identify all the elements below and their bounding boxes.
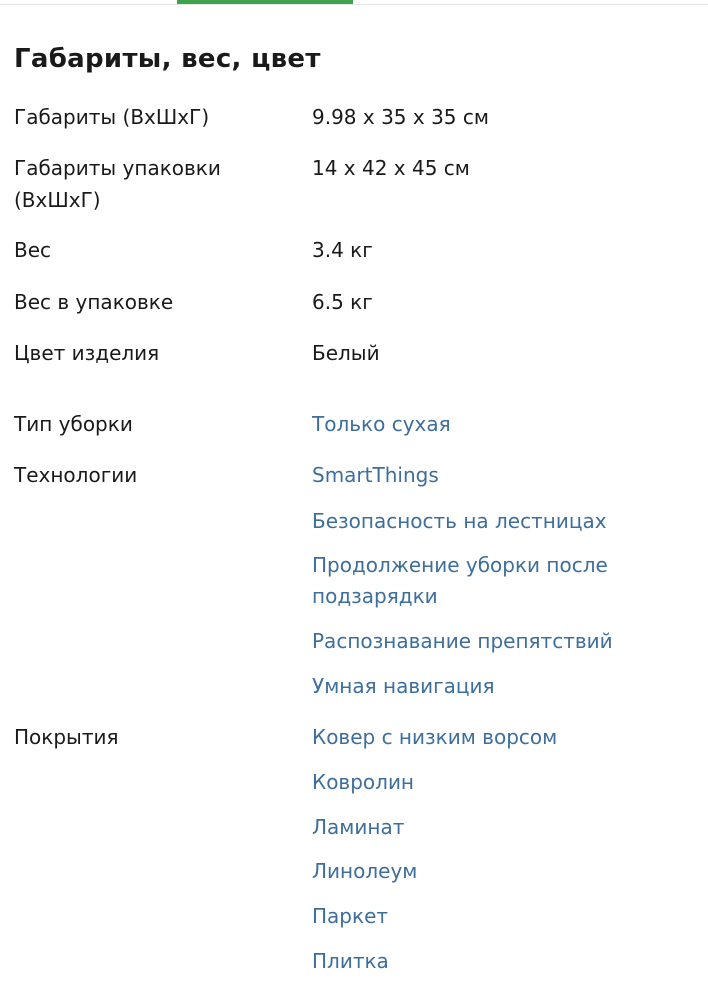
spec-value: 9.98 x 35 x 35 см bbox=[312, 105, 489, 129]
spec-label bbox=[14, 152, 294, 216]
spec-link-smartthings[interactable]: SmartThings bbox=[312, 463, 439, 487]
spec-link-obstacle-recognition[interactable]: Распознавание препятствий bbox=[312, 629, 613, 653]
spec-link-parquet[interactable]: Паркет bbox=[312, 904, 389, 928]
spec-label: Вес bbox=[14, 238, 52, 262]
spec-value: 6.5 кг bbox=[312, 290, 373, 314]
spec-label: Цвет изделия bbox=[14, 341, 160, 365]
spec-label: Вес в упаковке bbox=[14, 290, 174, 314]
spec-link-stair-safety[interactable]: Безопасность на лестницах bbox=[312, 509, 607, 533]
spec-link-tile[interactable]: Плитка bbox=[312, 949, 389, 973]
active-tab-indicator bbox=[177, 0, 353, 4]
spec-link-resume-cleaning[interactable]: подзарядки bbox=[312, 584, 438, 608]
spec-link-low-pile-carpet[interactable]: Ковер с низким ворсом bbox=[312, 725, 558, 749]
spec-label: Технологии bbox=[14, 463, 138, 487]
spec-label: Тип уборки bbox=[14, 412, 133, 436]
spec-link-resume-cleaning[interactable]: Продолжение уборки после bbox=[312, 553, 608, 577]
tab-bar bbox=[0, 0, 708, 5]
spec-link-carpeting[interactable]: Ковролин bbox=[312, 770, 415, 794]
spec-value: 3.4 кг bbox=[312, 238, 373, 262]
spec-link-laminate[interactable]: Ламинат bbox=[312, 815, 405, 839]
spec-label-line: Габариты упаковки bbox=[14, 156, 221, 180]
spec-link-smart-navigation[interactable]: Умная навигация bbox=[312, 674, 495, 698]
section-title: Габариты, вес, цвет bbox=[14, 44, 321, 74]
spec-label: Покрытия bbox=[14, 725, 119, 749]
spec-value: 14 x 42 x 45 см bbox=[312, 156, 470, 180]
spec-link-linoleum[interactable]: Линолеум bbox=[312, 859, 418, 883]
spec-label: Габариты (ВхШхГ) bbox=[14, 105, 210, 129]
spec-value: Белый bbox=[312, 341, 380, 365]
spec-label-line: (ВхШхГ) bbox=[14, 188, 101, 212]
spec-link-dry-only[interactable]: Только сухая bbox=[312, 412, 451, 436]
